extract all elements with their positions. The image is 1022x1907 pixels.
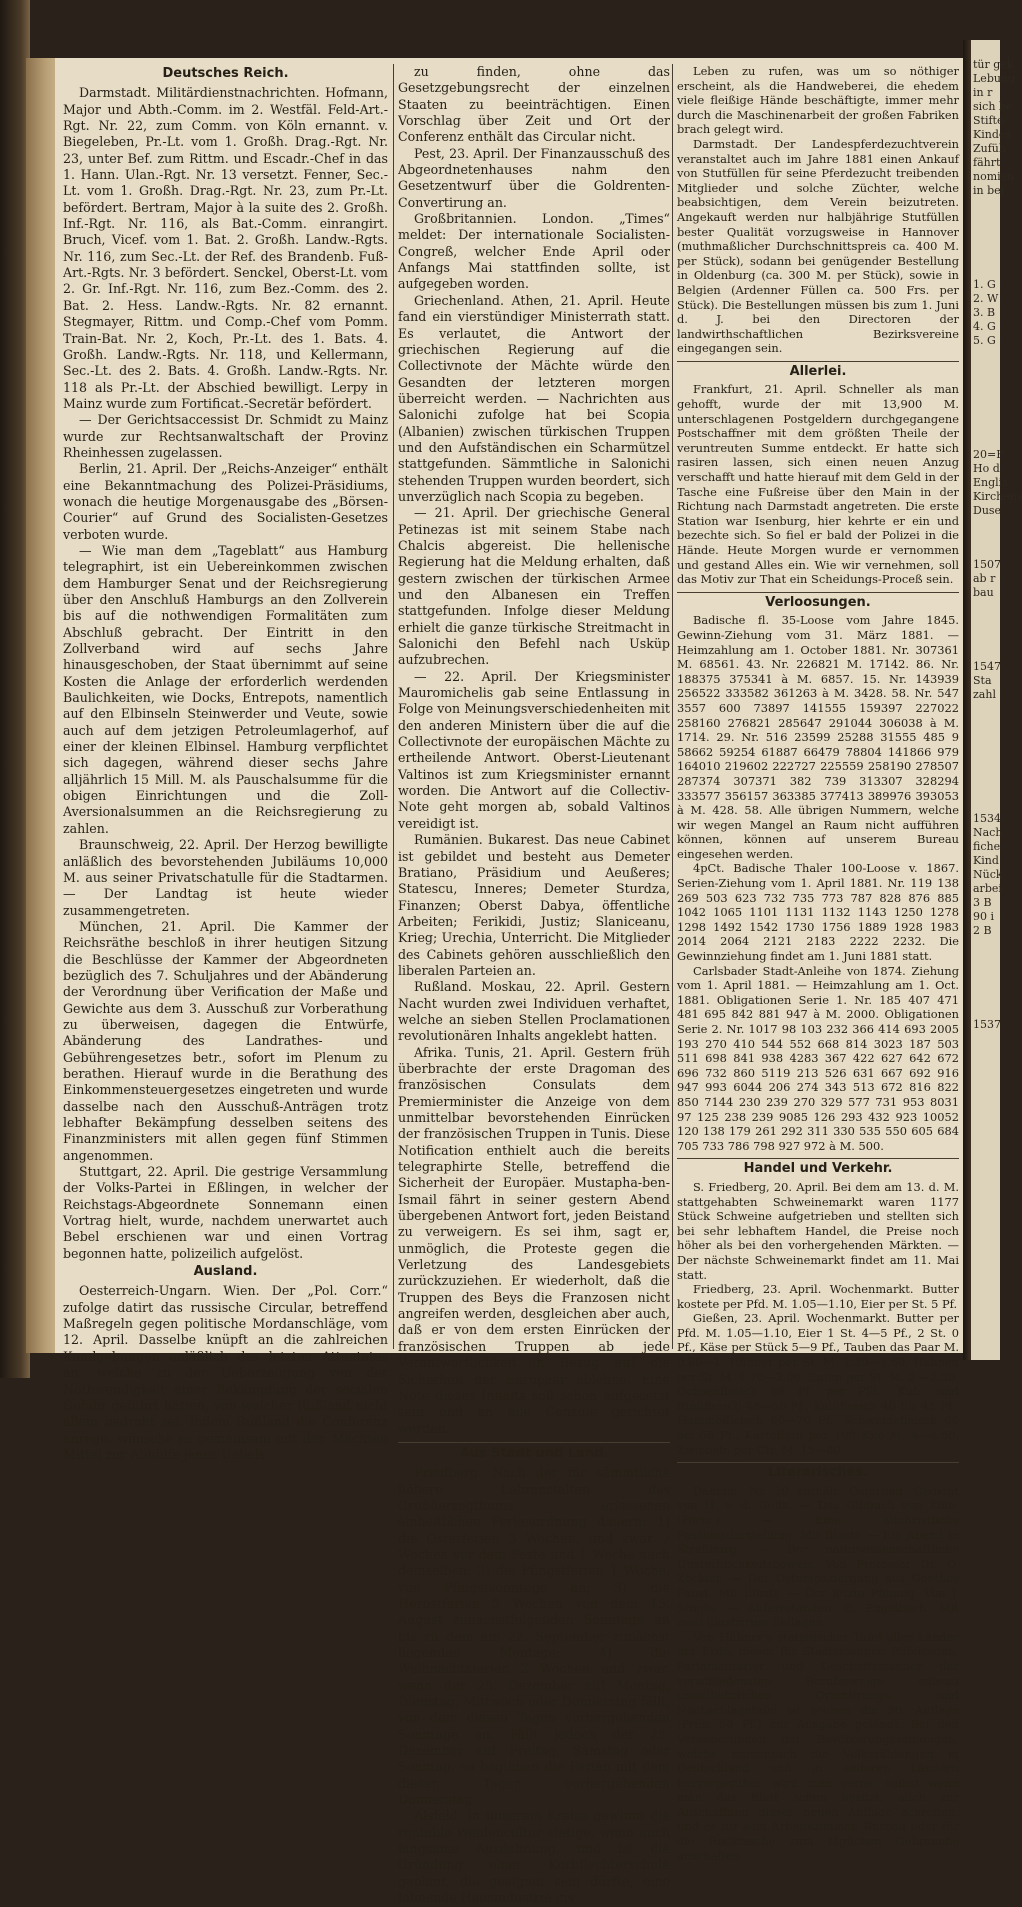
edge-fragment: Nück [973, 868, 1003, 881]
article-frankfurt: Frankfurt, 21. April. Schneller als man gehofft, wurde der mit 13,900 M. unterschlagenen Postgeldern durchgegangene Postschaffner mit dem größten Theile der veruntreuten Summe entdeckt. Er hatte sich rasiren lassen, sich einen neuen Anzug verschafft und hatte hierauf mit dem Geld in der Tasche eine Fußreise über den Main in der Richtung nach Darmstadt angetreten. Die erste Station war Isenburg, hier kehrte er ein und bezechte sich. So fiel er bald der Polizei in die Hände. Heute Morgen wurde er vernommen und gestand Alles ein. Wie wir vernehmen, soll das Motiv zur That ein Scheidungs-Proceß sein. [677, 382, 959, 587]
left-page-margin [26, 58, 58, 1353]
lottery-carlsbader: Carlsbader Stadt-Anleihe von 1874. Ziehung vom 1. April 1881. — Heimzahlung am 1. Oct. 1881. Obligationen Serie 1. Nr. 185 407 471 481 695 842 881 947 à M. 2000. Obligationen Serie 2. Nr. 1017 98 103 232 366 414 693 2005 193 270 410 544 552 668 814 3023 187 503 511 698 841 938 4283 367 422 627 642 672 696 732 860 5119 213 526 631 667 692 916 947 993 6044 206 274 343 513 672 816 822 850 7144 230 239 270 329 577 731 953 8031 97 125 238 239 9085 126 293 432 923 10052 120 138 179 261 292 311 330 535 550 605 684 705 733 786 798 927 972 à M. 500. [677, 963, 959, 1153]
section-divider [677, 1462, 959, 1463]
edge-fragment: tür gek [973, 58, 1014, 71]
edge-fragment: Kind [973, 854, 999, 867]
edge-fragment: 2. W [973, 292, 999, 305]
edge-fragment: Kindes [973, 128, 1012, 141]
market-friedberg-wochenmarkt: Friedberg, 23. April. Wochenmarkt. Butter kostete per Pfd. M. 1.05—1.10, Eier per St. 5 Pf. [677, 1282, 959, 1311]
edge-fragment: 20=F [973, 448, 1004, 461]
section-heading-ausland: Ausland. [193, 1264, 258, 1280]
edge-fragment: zahl [973, 688, 996, 701]
article-mainz-court: — Der Gerichtsaccessist Dr. Schmidt zu Mainz wurde zur Rechtsanwaltschaft der Provinz Rheinhessen zugelassen. [63, 412, 388, 460]
article-darmstadt-pferdezucht: Darmstadt. Der Landespferdezuchtverein veranstaltet auch im Jahre 1881 einen Ankauf von Stutfüllen für seine Pferdezucht treibenden Mitglieder und solche Züchter, welche beabsichtigen, dem Verein beizutreten. Angekauft werden nur halbjährige Stutfüllen bester Qualität vorzugsweise in Hannover (muthmaßlicher Durchschnittspreis ca. 400 M. per Stück), sodann bei genügender Bestellung in Oldenburg (ca. 300 M. per Stück), sowie in Belgien (Ardenner Füllen ca. 500 Frs. per Stück). Die Bestellungen müssen bis zum 1. Juni d. J. bei den Directoren der landwirthschaftlichen Bezirksvereine eingegangen sein. [677, 136, 959, 356]
edge-fragment: in bef [973, 184, 1005, 197]
edge-fragment: arbei [973, 882, 1002, 895]
section-divider [677, 361, 959, 362]
article-darmstadt-military: Darmstadt. Militärdienstnachrichten. Hofmann, Major und Abth.-Comm. im 2. Westfäl. Feld-Art.-Rgt. Nr. 22, zum Comm. von Köln ernannt. v. Biegeleben, Pr.-Lt. vom 1. Großh. Drag.-Rgt. Nr. 23, unter Bef. zum Rittm. und Escadr.-Chef in das 1. Hann. Ulan.-Rgt. Nr. 13 versetzt. Fenner, Sec.-Lt. vom 1. Großh. Drag.-Rgt. Nr. 23, zum Pr.-Lt. befördert. Bertram, Major à la suite des 2. Großh. Inf.-Rgt. Nr. 116, als Bat.-Comm. einrangirt. Bruch, Vicef. vom 1. Bat. 2. Großh. Landw.-Rgts. Nr. 116, zum Sec.-Lt. der Ref. des Brandenb. Fuß-Art.-Rgts. Nr. 3 befördert. Senckel, Oberst-Lt. vom 2. Gr. Inf.-Rgt. Nr. 116, zum Bez.-Comm. des 2. Bat. 2. Hess. Landw.-Rgts. Nr. 82 ernannt. Stegmayer, Rittm. und Comp.-Chef vom Pomm. Train-Bat. Nr. 2, Koch, Pr.-Lt. des 1. Bats. 4. Großh. Landw.-Rgts. Nr. 118, und Kellermann, Sec.-Lt. des 2. Bats. 4. Großh. Landw.-Rgts. Nr. 118 als Pr.-Lt. der Abschied bewilligt. Lerpy in Mainz wurde zum Fortificat.-Secretär befördert. [63, 85, 388, 411]
edge-fragment: Englis [973, 476, 1008, 489]
article-pest: Pest, 23. April. Der Finanzausschuß des Abgeordnetenhauses nahm den Gesetzentwurf über die Goldrenten-Convertirung an. [398, 145, 670, 210]
section-heading-aus-stadt-und-land: Aus Stadt und Land. [459, 1445, 609, 1461]
edge-fragment: Lebung [973, 72, 1016, 85]
edge-fragment: Ho d [973, 462, 1000, 475]
article-muenchen: München, 21. April. Die Kammer der Reichsräthe beschloß in ihrer heutigen Sitzung die Beschlüsse der Kammer der Abgeordneten bezüglich des 7. Schuljahres und der Abänderung der Verordnung über Verification der Maße und Gewichte aus dem 3. Ausschuß zur Vorberathung zu überweisen, dagegen die Entwürfe, Abänderung des Landrathes- und Gebührengesetzes betr., sofort im Plenum zu berathen. Hierauf wurde in die Berathung des Einkommensteuergesetzes eingetreten und wurde dasselbe nach den Ausschuß-Anträgen trotz lebhafter Bekämpfung desselben seitens des Finanzministers mit allen gegen fünf Stimmen angenommen. [63, 918, 388, 1163]
market-giessen: Gießen, 23. April. Wochenmarkt. Butter per Pfd. M. 1.05—1.10, Eier 1 St. 4—5 Pf., 2 St. 0 Pf., Käse per Stück 5—9 Pf., Tauben das Paar M. 0.80—1, Hühner per St. M. 1.30—1.60, Hahnen per St. M. 1.70—2.00, Enten per St. M. 2.—2.50, Ochsenfleisch 66 Pf. per Pfd., Kuh- und Rindfleisch 48—50 Pf., Kalbfleisch 40 bis 45 Pf., Hammelfleisch 60—70 Pf., Schweinefleisch 66 bis 68 Pf., Kartoffeln per 100 Kilo M. 4—4.50, Zwiebeln per Ctr. M. 15—00. [677, 1311, 959, 1457]
edge-fragment: 1537 [973, 1018, 1001, 1031]
section-heading-deutsches-reich: Deutsches Reich. [162, 66, 289, 81]
literary-daheim: Daheim. Nr. 20 enthält: Osterlied. Gedicht von H. v. d. Goltz. — Das Gibbuch von Köln. (Forts.) — Eine altchristliche Passionsdarstellung. Mit Illustr. — Ein Abend in Straßburg. — Der naturwissenschaftliche Unsterblichkeitsbeweis. Von Professor Dr. O. Zöckler. — Der Osterspaziergang aus Goethes Faust. Mit Illustr. — Der letzte Pfennig. Von J. Stinde. — Aufersstanden. E. Engelbach. Mit zwei illustrirten Beilagen. [677, 1483, 959, 1630]
edge-fragment: 1. G [973, 278, 996, 291]
article-grossbritannien: Großbritannien. London. „Times“ meldet: Der internationale Socialisten-Congreß, welcher Ende April oder Anfangs Mai stattfinden sollte, ist aufgegeben worden. [398, 211, 670, 292]
article-alsfeld-continuation: Leben zu rufen, was um so nöthiger erscheint, als die Handweberei, die ehedem viele fleißige Hände beschäftigte, immer mehr durch die Maschinenarbeit der großen Fabriken brach gelegt wird. [677, 64, 959, 137]
article-afrika-tunis: Afrika. Tunis, 21. April. Gestern früh überbrachte der erste Dragoman des französischen Consulats dem Premierminister die Anzeige von dem unmittelbar bevorstehenden Einrücken der französischen Truppen in Tunis. Diese Notification enthielt auch die bereits telegraphirte Stelle, betreffend die Sicherheit der Europäer. Mustapha-ben-Ismail fährt in seiner gestern Abend übergebenen Antwort fort, jeden Beistand zu verweigern. Es sei ihm, sagt er, unmöglich, die Proteste gegen die Verletzung des Landesgebiets zurückzuziehen. Er wiederholt, daß die Truppen des Beys die Franzosen nicht angreifen werden, desgleichen aber auch, daß er von dem ersten Einrücken der französischen Truppen ab jede Verantwortlichkeit in Bezug auf die Sicherheit der Europäer ablehne. Eine Note dieses Inhalts soll schon aufgesetzt sein und an alle Consule gerichtet werden. [398, 1044, 670, 1436]
column-2 [398, 64, 670, 1907]
section-divider [677, 1158, 959, 1159]
lottery-badische-35-loose: Badische fl. 35-Loose vom Jahre 1845. Gewinn-Ziehung vom 31. März 1881. — Heimzahlung am 1. October 1881. Nr. 307361 M. 68561. 43. Nr. 226821 M. 17142. 86. Nr. 188375 375341 à M. 6857. 15. Nr. 143939 256522 333582 361263 à M. 3428. 58. Nr. 547 3557 600 73897 141555 159397 227022 258160 276821 285647 291044 306038 à M. 1714. 29. Nr. 516 23599 25288 31555 485 9 58662 59254 61887 66479 78804 141866 979 164010 219602 222727 225559 258190 278507 287374 307371 382 739 313307 328294 333577 356157 363385 377413 389976 393053 à M. 428. 58. Alle übrigen Nummern, welche wir wegen Mangel an Raum nicht aufführen können, können auf unserem Bureau eingesehen werden. [677, 613, 959, 861]
column-1 [63, 64, 388, 1463]
edge-fragment: 4. G [973, 320, 996, 333]
edge-fragment: 1534 [973, 812, 1001, 825]
edge-fragment: Kirchens [973, 490, 1022, 503]
edge-fragment: 1547 [973, 660, 1001, 673]
edge-fragment: sich be [973, 100, 1013, 113]
literary-huebner-tafel: Von Hübner's statistischer Tafel aller Länder der Erde, dieser für Staatsmänner, Publicisten, Parlamentarier und Geschäftsmänner der verschiedensten Berufszweige nahezu unentbehrlichen Orientirungs- und Nachschlagetafel ist soeben die 30. Auflage (Preis 50 Pf.) zur Ausgabe gelangt. Bei den Veränderungen der Bevölkerungszahlungen, welche namentlich die Volkszählungen in Deutschland und in anderen Ländern hervorgerufen, wird man gerne, selbst wenn man das Blatt schon besitzt, auch zur Anschaffung dieser neuen Auflage schreiten, und es für sein Arbeitszimmer, Bureau oder für die Rocktasche zum täglichen Gebrauche anschaffen. [677, 1629, 959, 1863]
edge-fragment: 90 i [973, 910, 995, 923]
article-alsfeld: Alsfeld. In unserem Kreise gewinnt die rentable Weidencultur stetige, wenn auch langsame Ausdehnung, und ist die Gründung einer Korbflechterschule geplant, die geeignet sein dürfte, eine lohnende Hausindustrie ins [398, 1808, 670, 1906]
edge-fragment: nomien [973, 170, 1015, 183]
edge-fragment: 2 B [973, 924, 992, 937]
book-gutter [963, 40, 971, 1360]
edge-fragment: Nach [973, 826, 1003, 839]
edge-fragment: Duse [973, 504, 1002, 517]
section-divider [398, 1442, 670, 1443]
article-griechenland: Griechenland. Athen, 21. April. Heute fand ein vierstündiger Ministerrath statt. Es verlautet, die Antwort der griechischen Regierung auf die Collectivnote der Mächte würde den Gesandten der letzteren morgen überreicht werden. — Nachrichten aus Salonichi zufolge hat bei Scopia (Albanien) zwischen türkischen Truppen und den Aufständischen ein Scharmützel stattgefunden. Sämmtliche in Salonichi stehenden Truppen wurden beordert, sich unverzüglich nach Scopia zu begeben. [398, 292, 670, 504]
edge-fragment: ab r [973, 572, 996, 585]
article-friedberg-ferien: Friedberg. Nach der für sämmtliche höhere Lehranstalten des Großherzogthums erlassenen einheitlichen Ferienordnung dauern: 1) die Osterferien 3 Wochen, und zwar 2 Wochen vor dem Feste und 1 Woche nach demselben; 2) die Pfingstferien 1 Woche, von Pfingstsonntage an; 3) die Herbstferien 5 Wochen von dem 15. August zunächstfolgenden Sonntage an bis zu dem am 22. September zunächst liegenden Montage; 4) die Weihnachtsferien 2 Wochen und zwar, wenn der 25. Dezember auf Montag, Dienstag, Mittwoch oder Donnerstag fällt, von dem diesen Tagen vorhergehenden Sonntage an. Fällt jedoch der 25. Dezember auf Freitag, Samstag oder Sonntag, so beginnen die Ferien mit dem diesen Tagen vorhergehenden Donnerstag. [398, 1465, 670, 1808]
edge-fragment: 5. G [973, 334, 996, 347]
newspaper-sheet [55, 58, 963, 1906]
section-heading-verloosungen: Verloosungen. [765, 594, 871, 610]
lottery-badische-thaler: 4pCt. Badische Thaler 100-Loose v. 1867. Serien-Ziehung vom 1. April 1881. Nr. 119 138 269 503 623 732 735 773 787 828 876 885 1042 1065 1101 1131 1132 1143 1250 1278 1298 1492 1542 1730 1756 1889 1928 1983 2014 2064 2121 2183 2222 2232. Die Gewinnziehung findet am 1. Juni 1881 statt. [677, 861, 959, 964]
section-heading-literarisches: Literarisches. [767, 1465, 868, 1481]
article-braunschweig: Braunschweig, 22. April. Der Herzog bewilligte anläßlich des bevorstehenden Jubiläums 10,000 M. aus seiner Privatschatulle für die Stadtarmen. — Der Landtag ist heute wieder zusammengetreten. [63, 837, 388, 918]
article-berlin-reichsanzeiger: Berlin, 21. April. Der „Reichs-Anzeiger“ enthält eine Bekanntmachung des Polizei-Präsidiums, wonach die heutige Morgenausgabe des „Börsen-Courier“ auf Grund des Socialisten-Gesetzes verboten wurde. [63, 461, 388, 542]
section-heading-allerlei: Allerlei. [789, 363, 847, 379]
edge-fragment: Stifte [973, 114, 1004, 127]
next-page-edge [971, 40, 1022, 1360]
article-griechenland-22-april: — 22. April. Der Kriegsminister Mauromichelis gab seine Entlassung in Folge von Meinungsverschiedenheiten mit den anderen Ministern über die auf die Collectivnote der europäischen Mächte zu ertheilende Antwort. Oberst-Lieutenant Valtinos ist zum Kriegsminister ernannt worden. Die Antwort auf die Collectiv-Note geht morgen ab, sobald Valtinos vereidigt ist. [398, 668, 670, 831]
article-rumaenien: Rumänien. Bukarest. Das neue Cabinet ist gebildet und besteht aus Demeter Bratiano, Präsidium und Aeußeres; Statescu, Inneres; Demeter Sturdza, Finanzen; Oberst Dabya, öffentliche Arbeiten; Ferikidi, Justiz; Slaniceanu, Krieg; Urechia, Unterricht. Die Mitglieder des Cabinets gehören ausschließlich den liberalen Parteien an. [398, 832, 670, 978]
edge-fragment: Zufüh [973, 142, 1006, 155]
edge-fragment: 3 B [973, 896, 992, 909]
section-heading-handel-und-verkehr: Handel und Verkehr. [743, 1161, 893, 1177]
article-russland: Rußland. Moskau, 22. April. Gestern Nacht wurden zwei Individuen verhaftet, welche an sieben Stellen Proclamationen revolutionären Inhalts angeklebt hatten. [398, 979, 670, 1044]
column-3 [677, 64, 959, 1863]
edge-fragment: in r [973, 86, 993, 99]
edge-fragment: bau [973, 586, 994, 599]
article-circular-continuation: zu finden, ohne das Gesetzgebungsrecht der einzelnen Staaten zu beeinträchtigen. Einen Vorschlag über Zeit und Ort der Conferenz enthält das Circular nicht. [398, 64, 670, 145]
section-divider [677, 592, 959, 593]
article-hamburg-zollverein: — Wie man dem „Tageblatt“ aus Hamburg telegraphirt, ist ein Uebereinkommen zwischen dem Hamburger Senat und der Reichsregierung über den Anschluß Hamburgs an den Zollverein bis auf die nothwendigen Formalitäten zum Abschluß gebracht. Der Eintritt in den Zollverband wird auf sechs Jahre hinausgeschoben, der Staat übernimmt auf seine Kosten die Anlage der erforderlich werdenden Baulichkeiten, wie Docks, Entrepots, namentlich auf den Elbinseln Steinwerder und Veute, sowie auch auf dem jetzigen Petroleumlagerhof, auf einer der kleinen Elbinsel. Hamburg verpflichtet sich dagegen, während dieser sechs Jahre alljährlich 15 Mill. M. als Pauschalsumme für die obigen Einrichtungen und die Zoll-Aversionalsummen an die Reichsregierung zu zahlen. [63, 542, 388, 836]
market-friedberg-schweine: S. Friedberg, 20. April. Bei dem am 13. d. M. stattgehabten Schweinemarkt waren 1177 Stück Schweine aufgetrieben und stellten sich bei sehr lebhaftem Handel, die Preise noch höher als bei den vorhergehenden Märkten. — Der nächste Schweinemarkt findet am 11. Mai statt. [677, 1179, 959, 1282]
edge-fragment: fährt [973, 156, 1001, 169]
edge-fragment: 3. B [973, 306, 996, 319]
edge-fragment: fiche [973, 840, 1001, 853]
edge-fragment: Sta [973, 674, 992, 687]
article-stuttgart: Stuttgart, 22. April. Die gestrige Versammlung der Volks-Partei in Eßlingen, in welcher der Reichstags-Abgeordnete Sonnemann einen Vortrag hielt, wurde, nachdem unerwartet auch Bebel erschienen war und einen Vortrag begonnen hatte, polizeilich aufgelöst. [63, 1164, 388, 1261]
edge-fragment: 1507 [973, 558, 1001, 571]
article-griechenland-21-april: — 21. April. Der griechische General Petinezas ist mit seinem Stabe nach Chalcis abgereist. Die hellenische Regierung hat die Meldung erhalten, daß gestern zwischen der türkischen Armee und den Albanesen ein Treffen stattgefunden. Infolge dieser Meldung erhielt die ganze türkische Streitmacht in Salonichi den Befehl nach Usküp aufzubrechen. [398, 505, 670, 668]
column-rule-2 [672, 64, 673, 1349]
article-oesterreich-ungarn: Oesterreich-Ungarn. Wien. Der „Pol. Corr.“ zufolge datirt das russische Circular, betreffend Maßregeln gegen politische Mordanschläge, vom 12. April. Dasselbe knüpft an die zahlreichen Kundgebungen anläßlich des letzten Attentates an, welche zu der Ueberzeugung von der Nothwendigkeit einer Bekämpfung der socialen Gefahr geführt hätten, von welcher Rußland nicht allein bedroht sei. Indem Rußland die Conferenz anrege, wünsche es gemeinsam mit den Mächten Mittel zur Abhülfe jenes Uebels [63, 1283, 388, 1462]
column-rule-1 [393, 64, 394, 1349]
